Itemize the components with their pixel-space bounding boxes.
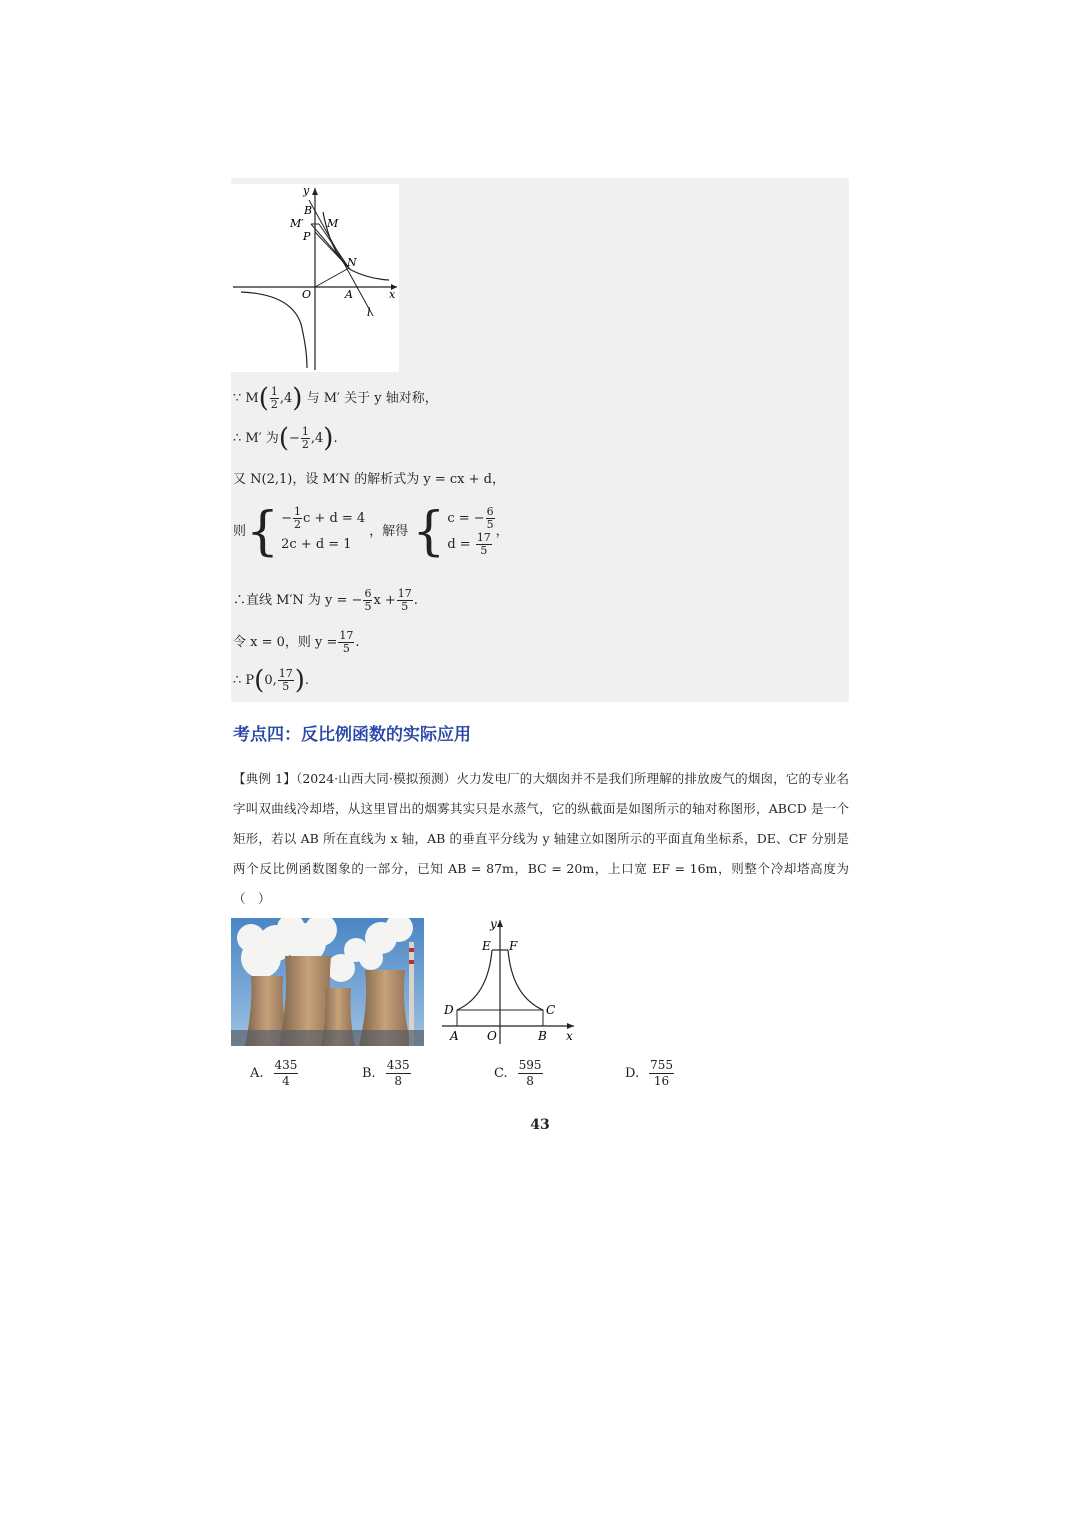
- denominator: 8: [394, 1074, 402, 1088]
- fraction: [274, 1058, 299, 1089]
- label-m-prime: M′: [290, 217, 304, 230]
- denominator: 2: [301, 438, 309, 451]
- label-e: E: [482, 939, 491, 953]
- text: 则: [233, 524, 247, 539]
- example-text: （2024·山西大同·模拟预测）火力发电厂的大烟囱并不是我们所理解的排放废气的烟囱，它的专业名字叫双曲线冷却塔，从这里冒出的烟雾其实只是水蒸气，它的纵截面是如图所示的轴对称图形，ABCD 是一个矩形，若以 AB 所在直线为 x 轴，AB 的垂直平分线为 y 轴建立如图所示的平面直角坐标系，DE、CF 分别是两个反比例函数图象的一部分，已知 AB = 87m，BC = 20m，上口宽 EF = 16m，则整个冷却塔高度为（ ）: [233, 771, 849, 906]
- denominator: 16: [653, 1074, 670, 1088]
- label-f: F: [509, 939, 518, 953]
- text: 与 M′ 关于 y 轴对称，: [306, 391, 438, 406]
- fraction: [386, 1058, 411, 1089]
- label-a: A: [345, 288, 353, 301]
- brace: {: [246, 502, 280, 562]
- denominator: 5: [364, 600, 372, 613]
- denominator: 5: [480, 544, 488, 557]
- solution-line-5: [233, 588, 418, 613]
- paren-close: ): [292, 383, 303, 414]
- solution-row-2: [447, 532, 495, 558]
- numerator: 1: [270, 385, 278, 398]
- paren-open: (: [278, 423, 289, 454]
- numerator: 6: [486, 505, 494, 518]
- buildings: [231, 1030, 424, 1046]
- label-y: y: [490, 917, 497, 931]
- choice-letter: D.: [625, 1066, 640, 1081]
- label-c: C: [546, 1003, 556, 1017]
- label-n: N: [347, 256, 357, 269]
- label-a: A: [450, 1029, 459, 1043]
- text: .: [333, 431, 338, 446]
- label-o: O: [302, 288, 312, 301]
- coordinate-figure: [231, 184, 399, 372]
- chimney-stripe: [409, 960, 414, 964]
- paren-close: ): [323, 423, 334, 454]
- text: 令 x = 0，则 y =: [233, 635, 338, 650]
- segment-p-n: [315, 232, 349, 268]
- fraction: [476, 532, 492, 557]
- numerator: 17: [476, 531, 491, 544]
- text: ∴ M′ 为: [233, 431, 279, 446]
- text: ∴ P: [233, 673, 255, 688]
- figure-svg: [231, 184, 399, 372]
- choice-a[interactable]: [250, 1058, 299, 1089]
- fraction: [301, 426, 310, 451]
- text: 0,: [264, 673, 277, 688]
- solution-line-1: [233, 383, 438, 414]
- text: c + d = 4: [303, 511, 366, 526]
- label-y: y: [303, 184, 310, 197]
- y-axis-arrow: [497, 920, 503, 927]
- fraction: [397, 588, 413, 613]
- denominator: 5: [486, 518, 494, 531]
- curve-cf: [508, 950, 543, 1010]
- numerator: 435: [274, 1058, 298, 1072]
- text: ，解得: [369, 524, 409, 539]
- label-m: M: [327, 217, 339, 230]
- curve-de: [457, 950, 492, 1010]
- denominator: 2: [270, 398, 278, 411]
- fraction: [278, 668, 294, 693]
- label-b: B: [304, 204, 313, 217]
- minus-sign: −: [281, 511, 293, 526]
- equation-row-2: 2c + d = 1: [281, 537, 352, 552]
- text: .: [355, 635, 360, 650]
- label-x: x: [566, 1029, 573, 1043]
- denominator: 5: [342, 642, 350, 655]
- text: c = −: [447, 511, 485, 526]
- paren-open: (: [258, 383, 269, 414]
- solution-line-4: [233, 502, 509, 562]
- fraction: [293, 506, 302, 531]
- fraction: [363, 588, 372, 613]
- denominator: 8: [526, 1074, 534, 1088]
- label-d: D: [444, 1003, 454, 1017]
- numerator: 6: [364, 587, 372, 600]
- fraction: [486, 506, 495, 531]
- label-x: x: [389, 288, 396, 301]
- chimney-stripe: [409, 948, 414, 952]
- fraction: [338, 630, 354, 655]
- choice-c[interactable]: [494, 1058, 544, 1089]
- paren-close: ): [294, 665, 305, 696]
- cooling-tower-photo: [231, 918, 424, 1046]
- text: ,4: [279, 391, 293, 406]
- choice-d[interactable]: [625, 1058, 675, 1089]
- text: .: [304, 673, 310, 688]
- text: x +: [373, 593, 396, 608]
- solution-rows: [447, 506, 495, 558]
- numerator: 595: [518, 1058, 542, 1072]
- solution-line-7: [233, 665, 310, 696]
- label-l: l: [367, 306, 371, 319]
- numerator: 1: [294, 505, 302, 518]
- numerator: 17: [397, 587, 412, 600]
- label-b: B: [538, 1029, 547, 1043]
- solution-line-3: 又 N(2,1)，设 M′N 的解析式为 y = cx + d，: [233, 472, 505, 487]
- numerator: 17: [278, 667, 293, 680]
- numerator: 755: [650, 1058, 673, 1072]
- solution-line-2: [233, 423, 338, 454]
- system-rows: [281, 506, 365, 558]
- numerator: 1: [301, 425, 309, 438]
- segment-m-n: [319, 224, 349, 268]
- label-o: O: [487, 1029, 497, 1043]
- section-heading: 考点四：反比例函数的实际应用: [233, 725, 471, 745]
- fraction: [270, 386, 279, 411]
- text: ，: [495, 524, 509, 539]
- brace: {: [412, 502, 446, 562]
- page-number: 43: [530, 1117, 550, 1133]
- choice-letter: B.: [362, 1066, 376, 1081]
- solution-row-1: [447, 506, 495, 532]
- fraction: [518, 1058, 543, 1089]
- denominator: 4: [282, 1074, 290, 1088]
- minus-sign: −: [288, 431, 300, 446]
- text: ∵ M: [233, 391, 259, 406]
- cross-section-svg: [440, 916, 580, 1046]
- choice-letter: A.: [250, 1066, 264, 1081]
- denominator: 2: [294, 518, 302, 531]
- example-paragraph: [233, 764, 849, 914]
- choice-letter: C.: [494, 1066, 508, 1081]
- equation-row-1: [281, 506, 365, 532]
- denominator: 5: [401, 600, 409, 613]
- example-tag: 【典例 1】: [233, 771, 296, 786]
- numerator: 17: [339, 629, 354, 642]
- numerator: 435: [386, 1058, 410, 1072]
- fraction: [649, 1058, 674, 1089]
- equation-system: [233, 502, 509, 562]
- text: d =: [447, 537, 475, 552]
- cross-section-figure: [440, 916, 580, 1046]
- choice-b[interactable]: [362, 1058, 412, 1089]
- solution-line-6: [233, 630, 360, 655]
- label-p: P: [303, 230, 311, 243]
- hyperbola-branch-left: [241, 292, 307, 368]
- segment-o-n: [315, 268, 349, 287]
- text: ∴直线 M′N 为 y = −: [233, 593, 363, 608]
- text: ,4: [310, 431, 324, 446]
- paren-open: (: [254, 665, 265, 696]
- denominator: 5: [282, 680, 290, 693]
- y-axis-arrow: [312, 188, 318, 195]
- photo-svg: [231, 918, 424, 1046]
- text: .: [413, 593, 418, 608]
